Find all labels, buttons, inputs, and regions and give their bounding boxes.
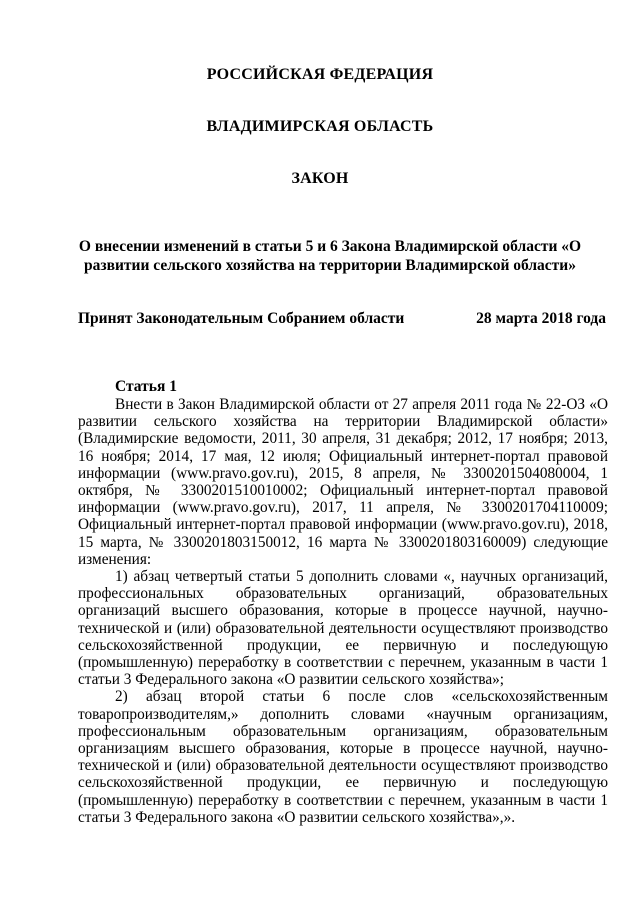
adoption-label: Принят Законодательным Собранием области [78,310,405,327]
article-item-2: 2) абзац второй статьи 6 после слов «сельскохозяйственным товаропроизводителям,» дополнить словами «научным организациям, профессиональным образовательным организациям, образовательным организациям высшего образования, которые в процессе научной, научно-технической и (или) образовательной деятельности осуществляют производство сельскохозяйственной продукции, ее первичную и последующую (промышленную) переработку в соответствии с перечнем, указанным в части 1 статьи 3 Федерального закона «О развитии сельского хозяйства»,». [78,688,608,826]
adoption-line [78,310,606,328]
article-intro: Внести в Закон Владимирской области от 27 апреля 2011 года № 22-ОЗ «О развитии сельского хозяйства на территории Владимирской области» (Владимирские ведомости, 2011, 30 апреля, 31 декабря; 2012, 17 ноября; 2013, 16 ноября; 2014, 17 мая, 12 июля; Официальный интернет-портал правовой информации (www.pravo.gov.ru), 2015, 8 апреля, № 3300201504080004, 1 октября, № 3300201510010002; Официальный интернет-портал правовой информации (www.pravo.gov.ru), 2017, 11 апреля, № 3300201704110009; Официальный интернет-портал правовой информации (www.pravo.gov.ru), 2018, 15 марта, № 3300201803150012, 16 марта № 3300201803160009) следующие изменения: [78,396,608,568]
adoption-date: 28 марта 2018 года [476,310,606,327]
heading-country: РОССИЙСКАЯ ФЕДЕРАЦИЯ [206,66,434,83]
article-body [78,396,608,826]
article-title: Статья 1 [115,378,177,395]
heading-region: ВЛАДИМИРСКАЯ ОБЛАСТЬ [206,118,434,135]
article-item-1: 1) абзац четвертый статьи 5 дополнить словами «, научных организаций, профессиональных образовательных организаций, образовательных организаций высшего образования, которые в процессе научной, научно-технической и (или) образовательной деятельности осуществляют производство сельскохозяйственной продукции, ее первичную и последующую (промышленную) переработку в соответствии с перечнем, указанным в части 1 статьи 3 Федерального закона «О развитии сельского хозяйства»; [78,568,608,689]
law-title: О внесении изменений в статьи 5 и 6 Закона Владимирской области «О развитии сельского хозяйства на территории Владимирской области» [78,238,582,274]
heading-doc-type: ЗАКОН [291,170,349,187]
